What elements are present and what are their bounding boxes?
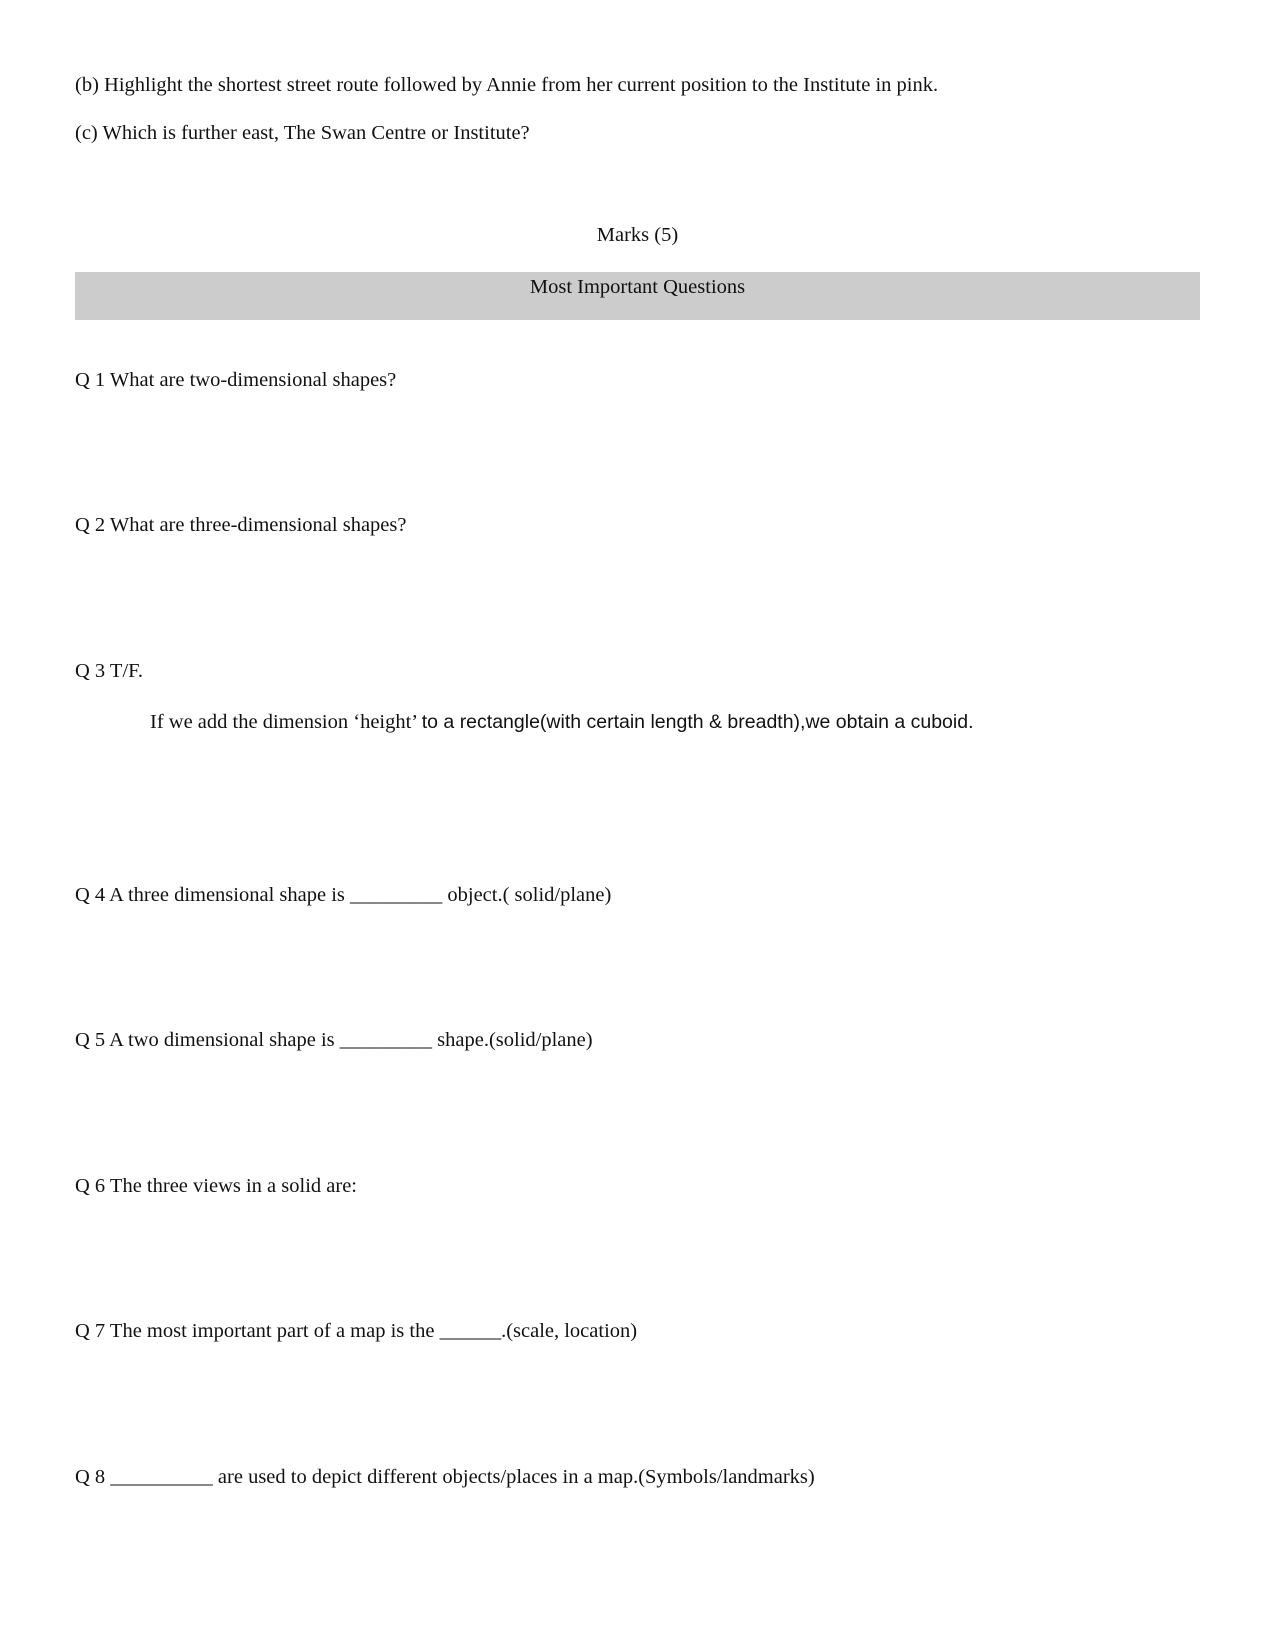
question-5: Q 5 A two dimensional shape is _________ shape.(solid/plane): [75, 1029, 593, 1051]
instruction-part-b: (b) Highlight the shortest street route followed by Annie from her current position to the Institute in pink.: [75, 74, 939, 96]
question-8: Q 8 __________ are used to depict different objects/places in a map.(Symbols/landmarks): [75, 1466, 815, 1488]
question-2: Q 2 What are three-dimensional shapes?: [75, 514, 407, 536]
question-7: Q 7 The most important part of a map is the ______.(scale, location): [75, 1320, 638, 1342]
marks-label: Marks (5): [596, 224, 679, 246]
question-4: Q 4 A three dimensional shape is _________ object.( solid/plane): [75, 884, 612, 906]
section-banner-title: Most Important Questions: [529, 276, 746, 298]
section-banner: [75, 272, 1200, 320]
question-6: Q 6 The three views in a solid are:: [75, 1175, 357, 1197]
true-false-statement-start: If we add the dimension ‘height’: [150, 711, 422, 733]
question-1: Q 1 What are two-dimensional shapes?: [75, 369, 397, 391]
instruction-part-c: (c) Which is further east, The Swan Centre or Institute?: [75, 122, 530, 144]
true-false-statement-end: to a rectangle(with certain length & breadth),we obtain a cuboid.: [421, 711, 974, 733]
question-3: Q 3 T/F.: [75, 660, 144, 682]
true-false-statement: [150, 708, 974, 736]
